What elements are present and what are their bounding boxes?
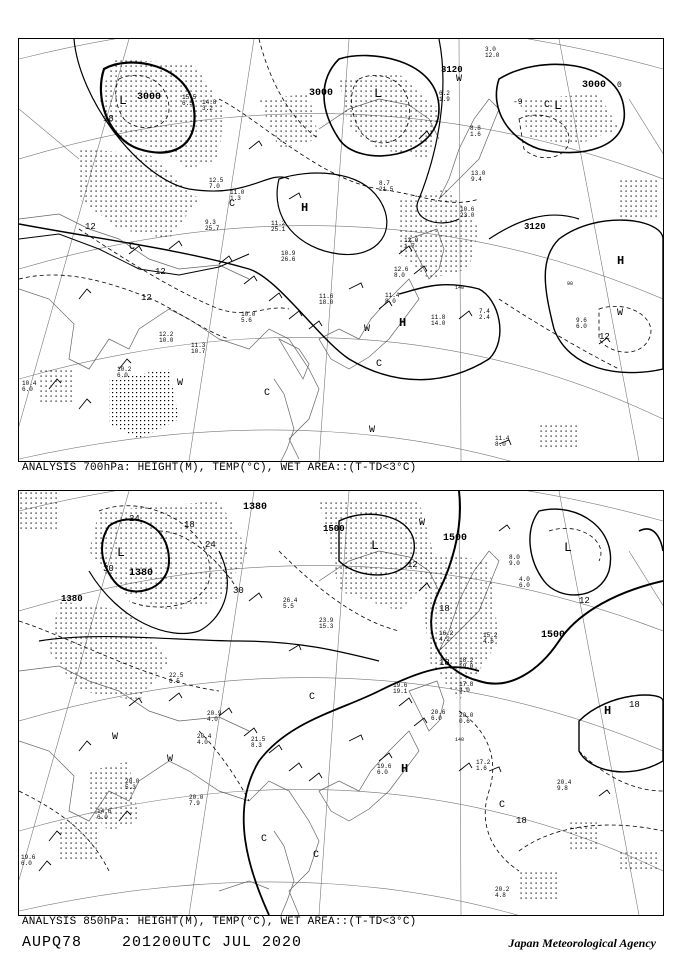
svg-text:5.3: 5.3	[125, 784, 136, 791]
svg-text:10.0: 10.0	[159, 337, 174, 344]
svg-text:8.0: 8.0	[385, 298, 396, 305]
svg-text:12.5: 12.5	[209, 177, 224, 184]
station-plot	[479, 308, 490, 321]
station-plot	[431, 709, 446, 722]
svg-text:20.0: 20.0	[189, 794, 204, 801]
map-panel-700hpa	[18, 38, 664, 462]
svg-text:16.2: 16.2	[439, 630, 454, 637]
isotherm-label: 12	[599, 332, 610, 342]
low-center: L	[371, 538, 379, 553]
station-plot	[197, 733, 212, 746]
station-plot	[209, 177, 224, 190]
svg-text:20.9: 20.9	[207, 710, 222, 717]
high-center: H	[617, 254, 625, 268]
isotherm-label: 30	[233, 586, 244, 596]
svg-text:23.0: 23.0	[460, 212, 475, 219]
svg-text:12.2: 12.2	[159, 331, 174, 338]
svg-text:17.8: 17.8	[459, 681, 474, 688]
warm-center: W	[456, 74, 463, 85]
svg-text:1.6: 1.6	[470, 131, 481, 138]
svg-text:9.8: 9.8	[557, 785, 568, 792]
svg-text:1.6: 1.6	[476, 765, 487, 772]
svg-text:6.0: 6.0	[377, 769, 388, 776]
station-plot	[169, 672, 184, 685]
high-center: H	[604, 704, 612, 718]
high-center: H	[301, 201, 309, 215]
height-label: 1380	[61, 594, 83, 604]
height-label: 3120	[441, 65, 463, 75]
svg-text:12.6: 12.6	[394, 266, 409, 273]
svg-text:20.2: 20.2	[495, 886, 510, 893]
height-label: 1500	[323, 524, 345, 534]
agency-credit: Japan Meteorological Agency	[508, 936, 656, 950]
chart-id-and-time	[22, 934, 302, 951]
isotherm-label: 24	[205, 540, 216, 550]
svg-text:6.0: 6.0	[117, 372, 128, 379]
isotherm-label: 12	[85, 222, 96, 232]
front-line	[19, 234, 249, 275]
isotherm-label: 12	[141, 293, 152, 303]
svg-text:3.0: 3.0	[485, 46, 496, 53]
station-plot	[576, 317, 587, 330]
svg-text:4.8: 4.8	[495, 892, 506, 899]
svg-text:5.5: 5.5	[283, 603, 294, 610]
svg-text:11.4: 11.4	[385, 292, 400, 299]
station-plot	[319, 617, 334, 630]
svg-text:7.9: 7.9	[189, 800, 200, 807]
longitude-label: 90	[567, 281, 574, 287]
station-plot	[471, 170, 486, 183]
station-plot	[459, 681, 474, 694]
isotherm-label: 18	[439, 604, 450, 614]
svg-text:4.0: 4.0	[197, 739, 208, 746]
isotherm-label: 18	[184, 520, 195, 530]
svg-text:25.7: 25.7	[205, 225, 220, 232]
svg-text:20.4: 20.4	[197, 733, 212, 740]
svg-text:0.6: 0.6	[459, 718, 470, 725]
low-center: L	[564, 540, 572, 555]
station-plot	[394, 266, 409, 279]
svg-text:11.4: 11.4	[495, 435, 510, 442]
longitude-label: 140	[455, 285, 465, 291]
station-plot	[557, 779, 572, 792]
svg-text:10.7: 10.7	[191, 348, 206, 355]
cold-center: C	[499, 800, 506, 811]
low-center: L	[374, 86, 382, 101]
cold-center: C	[376, 359, 383, 370]
height-label: 3000	[137, 92, 162, 103]
svg-text:5.6: 5.6	[241, 317, 252, 324]
station-plot	[460, 206, 475, 219]
svg-text:10.0: 10.0	[241, 311, 256, 318]
station-plot	[459, 657, 474, 670]
height-label: 1380	[243, 502, 268, 513]
map-700hpa	[19, 39, 663, 461]
svg-text:4.0: 4.0	[207, 716, 218, 723]
svg-text:12.0: 12.0	[485, 52, 500, 59]
svg-text:4.2: 4.2	[439, 636, 450, 643]
svg-text:22.5: 22.5	[169, 672, 184, 679]
height-label: 1380	[129, 568, 154, 579]
svg-text:14.0: 14.0	[431, 320, 446, 327]
svg-text:15.3: 15.3	[319, 623, 334, 630]
svg-text:6.0: 6.0	[22, 386, 33, 393]
isotherm-label: 24	[129, 514, 140, 524]
station-plot	[519, 576, 530, 589]
map-850hpa	[19, 491, 663, 915]
svg-text:6.0: 6.0	[519, 582, 530, 589]
svg-text:23.9: 23.9	[319, 617, 334, 624]
svg-text:10.6: 10.6	[460, 206, 475, 213]
longitude-label: 140	[455, 737, 465, 743]
svg-text:6.0: 6.0	[576, 323, 587, 330]
station-plot	[439, 90, 450, 103]
svg-text:11.3: 11.3	[191, 342, 206, 349]
station-plot	[207, 710, 222, 723]
svg-text:9.6: 9.6	[576, 317, 587, 324]
map-panel-850hpa	[18, 490, 664, 916]
svg-text:18.2: 18.2	[459, 657, 474, 664]
high-center: H	[401, 762, 409, 776]
station-plot	[319, 293, 334, 306]
svg-text:9.4: 9.4	[471, 176, 482, 183]
isotherm-label: 18	[516, 816, 527, 826]
svg-text:20.6: 20.6	[431, 709, 446, 716]
svg-text:14.8: 14.8	[202, 99, 217, 106]
svg-text:20.0: 20.0	[459, 712, 474, 719]
isotherm-label: 18	[629, 700, 640, 710]
low-center: L	[554, 98, 562, 113]
isotherm-label: 12	[155, 267, 166, 277]
svg-text:10.2: 10.2	[117, 366, 132, 373]
svg-text:3.0: 3.0	[459, 687, 470, 694]
station-plot	[230, 189, 245, 202]
station-plot	[470, 125, 481, 138]
isotherm-label: 18	[103, 114, 114, 124]
svg-text:19.6: 19.6	[393, 682, 408, 689]
station-plot	[495, 435, 510, 448]
height-label: 1500	[443, 533, 468, 544]
panel-caption-850hpa: ANALYSIS 850hPa: HEIGHT(M), TEMP(°C), WET AREA::(T-TD<3°C)	[22, 916, 417, 928]
svg-text:2.4: 2.4	[479, 314, 490, 321]
station-plot	[509, 554, 520, 567]
warm-center: W	[177, 378, 184, 389]
svg-text:7.0: 7.0	[209, 183, 220, 190]
svg-text:19.1: 19.1	[393, 688, 408, 695]
high-center: H	[399, 316, 407, 330]
station-plot	[495, 886, 510, 899]
isotherm-label: 0	[617, 81, 622, 90]
station-plot	[476, 759, 491, 772]
low-center: L	[117, 545, 125, 560]
height-label: 3120	[524, 222, 546, 232]
svg-text:1.9: 1.9	[439, 96, 450, 103]
cold-center: C	[264, 388, 271, 399]
analysis-datetime: 201200UTC JUL 2020	[122, 934, 303, 951]
warm-center: W	[617, 308, 624, 319]
svg-text:8.3: 8.3	[251, 742, 262, 749]
cold-center: C	[129, 242, 136, 253]
svg-text:20.4: 20.4	[557, 779, 572, 786]
svg-text:12.0: 12.0	[404, 237, 419, 244]
station-plot	[283, 597, 298, 610]
svg-text:11.8: 11.8	[431, 314, 446, 321]
svg-text:15.5: 15.5	[182, 94, 197, 101]
svg-text:25.1: 25.1	[271, 226, 286, 233]
station-plot	[21, 854, 36, 867]
svg-text:19.6: 19.6	[21, 854, 36, 861]
low-center: L	[119, 93, 127, 108]
height-label: 1500	[541, 630, 566, 641]
svg-text:10.4: 10.4	[22, 380, 37, 387]
station-plot	[189, 794, 204, 807]
svg-text:11.2: 11.2	[271, 220, 286, 227]
svg-text:26.4: 26.4	[283, 597, 298, 604]
cold-center: C	[261, 834, 268, 845]
warm-center: W	[112, 732, 119, 743]
panel-caption-700hpa: ANALYSIS 700hPa: HEIGHT(M), TEMP(°C), WET AREA::(T-TD<3°C)	[22, 462, 417, 474]
cold-center: C	[544, 100, 551, 111]
svg-text:10.9: 10.9	[281, 250, 296, 257]
station-plot	[485, 46, 500, 59]
isotherm-label: -9	[513, 98, 523, 107]
warm-center: W	[369, 425, 376, 436]
svg-text:7.4: 7.4	[479, 308, 490, 315]
svg-text:8.0: 8.0	[509, 554, 520, 561]
warm-center: W	[419, 518, 426, 529]
svg-text:9.3: 9.3	[205, 219, 216, 226]
svg-text:21.5: 21.5	[379, 186, 394, 193]
svg-text:9.0: 9.0	[509, 560, 520, 567]
isotherm-label: 12	[407, 560, 418, 570]
warm-center: W	[167, 754, 174, 765]
chart-id: AUPQ78	[22, 934, 83, 951]
station-plot	[385, 292, 400, 305]
svg-text:11.0: 11.0	[230, 189, 245, 196]
svg-text:4.0: 4.0	[519, 576, 530, 583]
station-plot	[379, 180, 394, 193]
svg-text:8.0: 8.0	[394, 272, 405, 279]
isotherm-label: 18	[439, 658, 450, 668]
station-plot	[377, 763, 392, 776]
svg-text:8.8: 8.8	[470, 125, 481, 132]
svg-text:11.6: 11.6	[319, 293, 334, 300]
svg-text:26.6: 26.6	[281, 256, 296, 263]
station-plot	[191, 342, 206, 355]
svg-text:1.7: 1.7	[404, 243, 415, 250]
station-plot	[241, 311, 256, 324]
isotherm-label: 12	[579, 596, 590, 606]
svg-text:19.0: 19.0	[459, 663, 474, 670]
svg-text:13.0: 13.0	[471, 170, 486, 177]
svg-text:6.5: 6.5	[169, 678, 180, 685]
svg-text:19.6: 19.6	[377, 763, 392, 770]
station-plot	[22, 380, 37, 393]
svg-text:20.0: 20.0	[125, 778, 140, 785]
station-plot	[205, 219, 220, 232]
svg-text:6.5: 6.5	[182, 100, 193, 107]
svg-text:1.3: 1.3	[230, 195, 241, 202]
cold-center: C	[229, 199, 236, 210]
svg-text:6.0: 6.0	[21, 860, 32, 867]
svg-text:6.0: 6.0	[97, 814, 108, 821]
svg-text:17.2: 17.2	[476, 759, 491, 766]
station-plot	[393, 682, 408, 695]
cold-center: C	[309, 692, 316, 703]
svg-text:15.2: 15.2	[483, 632, 498, 639]
svg-text:6.0: 6.0	[431, 715, 442, 722]
svg-text:21.5: 21.5	[251, 736, 266, 743]
warm-center: W	[364, 324, 371, 335]
height-label: 3000	[309, 88, 334, 99]
svg-text:8.0: 8.0	[495, 441, 506, 448]
svg-text:6.2: 6.2	[439, 90, 450, 97]
svg-text:18.0: 18.0	[319, 299, 334, 306]
station-plot	[159, 331, 174, 344]
station-plot	[281, 250, 296, 263]
station-plot	[431, 314, 446, 327]
station-plot	[125, 778, 140, 791]
station-plot	[251, 736, 266, 749]
cold-center: C	[313, 850, 320, 861]
height-label: 3000	[582, 80, 607, 91]
isotherm-label: 30	[103, 564, 114, 574]
station-plot	[459, 712, 474, 725]
svg-text:3.2: 3.2	[202, 105, 213, 112]
svg-text:4.6: 4.6	[483, 638, 494, 645]
station-plot	[271, 220, 286, 233]
svg-text:14.6: 14.6	[97, 808, 112, 815]
svg-text:8.7: 8.7	[379, 180, 390, 187]
